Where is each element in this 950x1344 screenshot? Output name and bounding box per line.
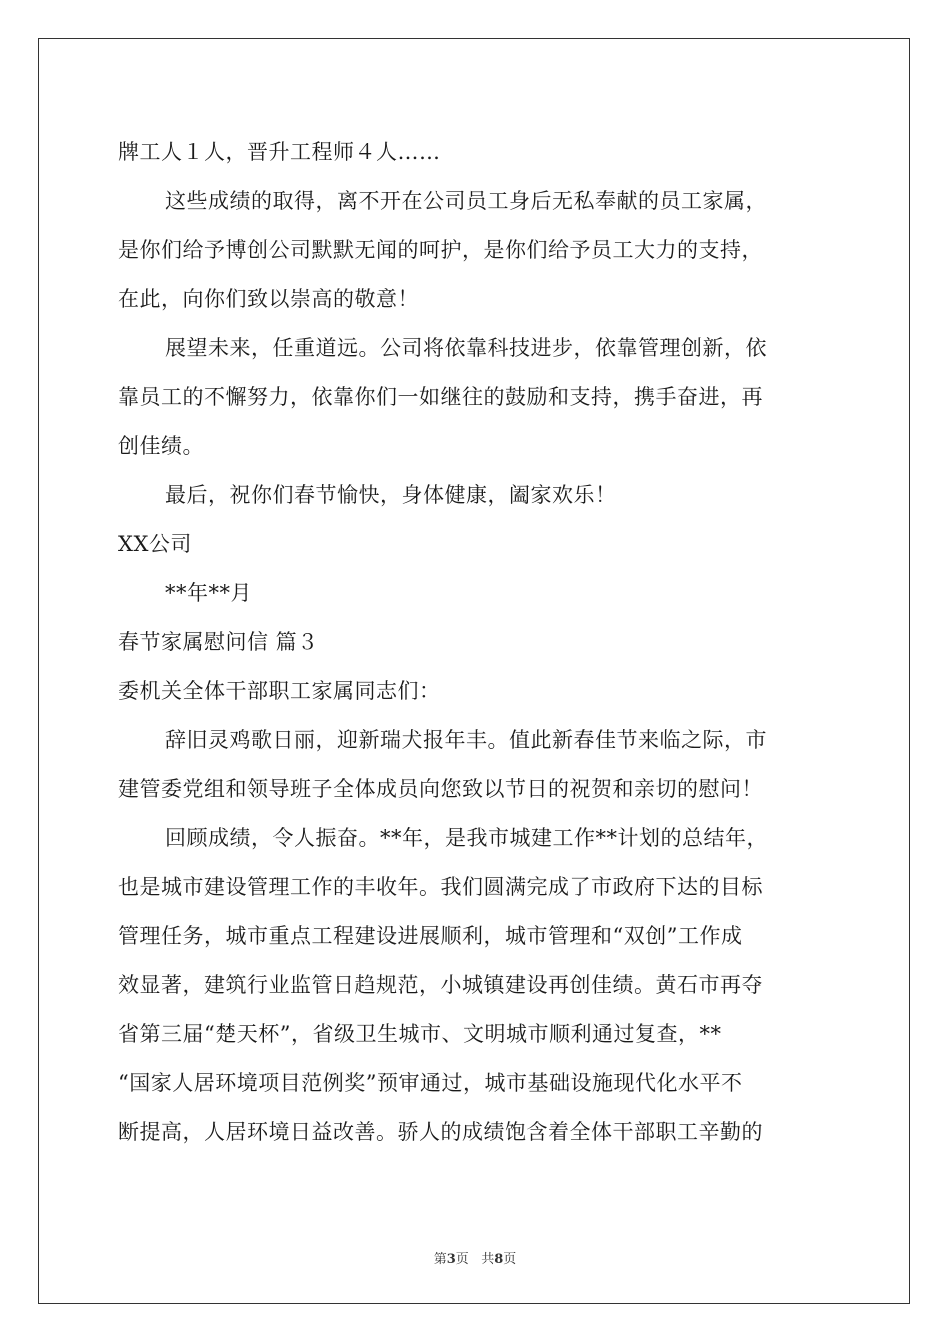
page-prefix: 第: [433, 1252, 447, 1267]
total-suffix: 页: [503, 1252, 517, 1267]
text-line: 建管委党组和领导班子全体成员向您致以节日的祝贺和亲切的慰问！: [118, 777, 763, 801]
text-line: 这些成绩的取得，离不开在公司员工身后无私奉献的员工家属，: [165, 189, 767, 213]
document-body: [118, 128, 834, 1157]
salutation: 委机关全体干部职工家属同志们：: [118, 679, 441, 703]
text-line: 展望未来，任重道远。公司将依靠科技进步，依靠管理创新，依: [165, 336, 767, 360]
section-title: 春节家属慰问信 篇３: [118, 630, 319, 654]
page-suffix: 页: [455, 1252, 469, 1267]
text-line: 靠员工的不懈努力，依靠你们一如继往的鼓励和支持，携手奋进，再: [118, 385, 763, 409]
text-line: 是你们给予博创公司默默无闻的呵护，是你们给予员工大力的支持，: [118, 238, 763, 262]
text-line: 最后，祝你们春节愉快，身体健康，阖家欢乐！: [165, 483, 617, 507]
signature-date: **年**月: [165, 581, 252, 605]
text-line: 回顾成绩，令人振奋。**年，是我市城建工作**计划的总结年，: [165, 826, 768, 850]
text-line: 省第三届“楚天杯”，省级卫生城市、文明城市顺利通过复查，**: [118, 1022, 722, 1046]
text-line: 牌工人１人，晋升工程师４人……: [118, 140, 441, 164]
total-prefix: 共: [481, 1252, 495, 1267]
text-line: 管理任务，城市重点工程建设进展顺利，城市管理和“双创”工作成: [118, 924, 743, 948]
text-line: “国家人居环境项目范例奖”预审通过，城市基础设施现代化水平不: [118, 1071, 743, 1095]
text-line: 辞旧灵鸡歌日丽，迎新瑞犬报年丰。值此新春佳节来临之际，市: [165, 728, 767, 752]
text-line: 断提高，人居环境日益改善。骄人的成绩饱含着全体干部职工辛勤的: [118, 1120, 763, 1144]
text-line: 效显著，建筑行业监管日趋规范，小城镇建设再创佳绩。黄石市再夺: [118, 973, 763, 997]
text-line: 也是城市建设管理工作的丰收年。我们圆满完成了市政府下达的目标: [118, 875, 763, 899]
signature-company: XX公司: [118, 532, 192, 556]
current-page-number: 3: [446, 1252, 456, 1267]
text-line: 在此，向你们致以崇高的敬意！: [118, 287, 419, 311]
total-page-count: 8: [494, 1252, 504, 1267]
text-line: 创佳绩。: [118, 434, 204, 458]
page-footer: [0, 1248, 950, 1267]
